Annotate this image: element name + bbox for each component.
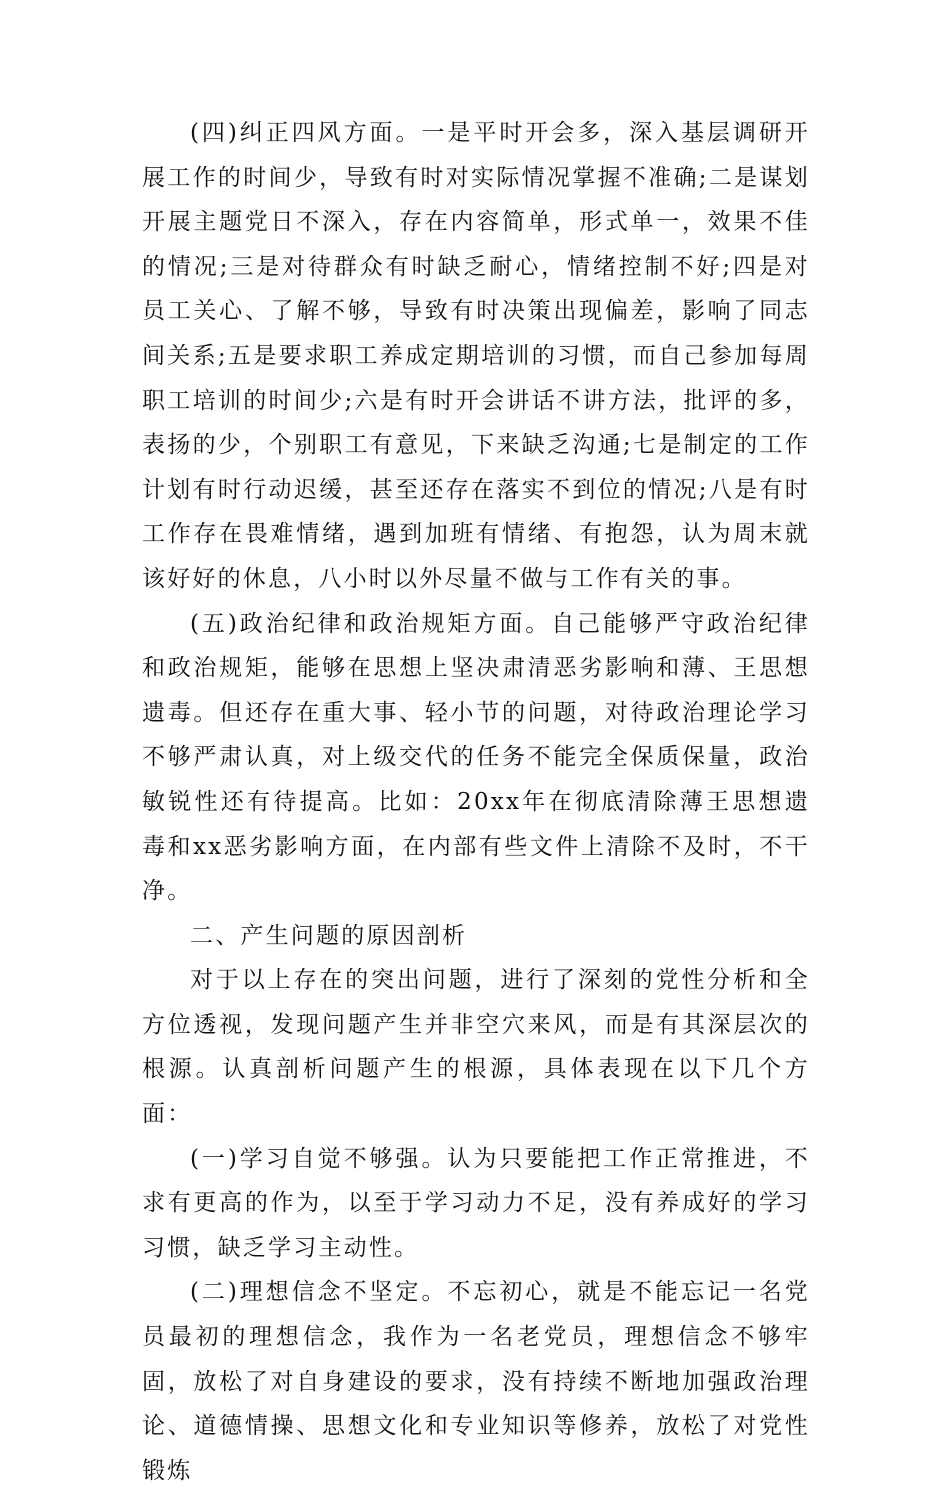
- document-body: [142, 111, 810, 1493]
- paragraph-cause-intro: 对于以上存在的突出问题，进行了深刻的党性分析和全方位透视，发现问题产生并非空穴来风，而是有其深层次的根源。认真剖析问题产生的根源，具体表现在以下几个方面：: [142, 967, 810, 1128]
- section-heading-cause-analysis: 二、产生问题的原因剖析: [190, 922, 468, 949]
- paragraph-four-winds: (四)纠正四风方面。一是平时开会多，深入基层调研开展工作的时间少，导致有时对实际情况掌握不准确;二是谋划开展主题党日不深入，存在内容简单，形式单一，效果不佳的情况;三是对待群众有时缺乏耐心，情绪控制不好;四是对员工关心、了解不够，导致有时决策出现偏差，影响了同志间关系;五是要求职工养成定期培训的习惯，而自己参加每周职工培训的时间少;六是有时开会讲话不讲方法，批评的多，表扬的少，个别职工有意见，下来缺乏沟通;七是制定的工作计划有时行动迟缓，甚至还存在落实不到位的情况;八是有时工作存在畏难情绪，遇到加班有情绪、有抱怨，认为周末就该好好的休息，八小时以外尽量不做与工作有关的事。: [142, 120, 810, 592]
- paragraph-learning-consciousness: (一)学习自觉不够强。认为只要能把工作正常推进，不求有更高的作为，以至于学习动力不足，没有养成好的学习习惯，缺乏学习主动性。: [142, 1145, 810, 1261]
- paragraph-ideals-beliefs: (二)理想信念不坚定。不忘初心，就是不能忘记一名党员最初的理想信念，我作为一名老党员，理想信念不够牢固，放松了对自身建设的要求，没有持续不断地加强政治理论、道德情操、思想文化和专业知识等修养，放松了对党性锻炼: [142, 1279, 810, 1484]
- paragraph-political-discipline: (五)政治纪律和政治规矩方面。自己能够严守政治纪律和政治规矩，能够在思想上坚决肃清恶劣影响和薄、王思想遗毒。但还存在重大事、轻小节的问题，对待政治理论学习不够严肃认真，对上级交代的任务不能完全保质保量，政治敏锐性还有待提高。比如：20xx年在彻底清除薄王思想遗毒和xx恶劣影响方面，在内部有些文件上清除不及时，不干净。: [142, 610, 810, 905]
